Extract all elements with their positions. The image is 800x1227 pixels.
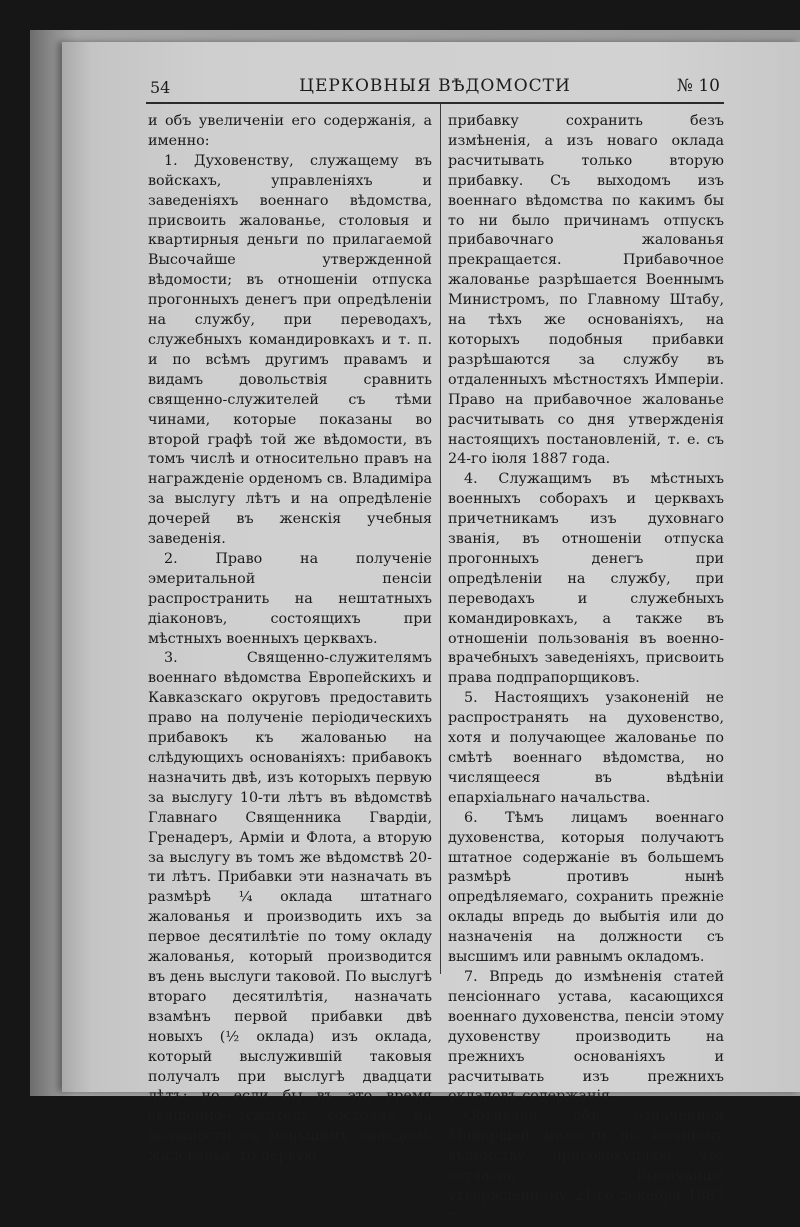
paragraph-point-6: 6. Тѣмъ лицамъ военнаго духовенства, которыя получаютъ штатное содержаніе въ большемъ размѣрѣ противъ нынѣ опредѣляемаго, сохранить прежніе оклады впредь до выбытія или до назначенія на должности съ высшимъ или равнымъ окладомъ. — [448, 809, 724, 966]
paragraph-point-1: 1. Духовенству, служащему въ войскахъ, управленіяхъ и заведеніяхъ военнаго вѣдомства, присвоить жалованье, столовыя и квартирныя деньги по прилагаемой Высочайше утвержденной вѣдомости; въ отношеніи отпуска прогонныхъ денегъ при опредѣленіи на службу, при переводахъ, служебныхъ командировкахъ и т. п. и по всѣмъ другимъ правамъ и видамъ довольствія сравнить священно-служителей съ тѣми чинами, которые показаны во второй графѣ той же вѣдомости, въ томъ числѣ и относительно правъ на награжденіе орденомъ св. Владиміра за выслугу лѣтъ и на опредѣленіе дочерей въ женскія учебныя заведенія. — [148, 152, 432, 548]
paragraph-point-3: 3. Священно-служителямъ военнаго вѣдомства Европейскихъ и Кавказскаго округовъ предоставить право на полученіе періодическихъ прибавокъ къ жалованью на слѣдующихъ основаніяхъ: прибавокъ назначить двѣ, изъ которыхъ первую за выслугу 10-ти лѣтъ въ вѣдомствѣ Главнаго Священника Гвардіи, Гренадеръ, Арміи и Флота, а вторую за выслугу въ томъ же вѣдомствѣ 20-ти лѣтъ. Прибавки эти назначать въ размѣрѣ ¼ оклада штатнаго жалованья и производить ихъ за первое десятилѣтіе по тому окладу жалованья, который производится въ день выслуги таковой. По выслугѣ втораго десятилѣтія, назначать взамѣнъ первой прибавки двѣ новыхъ (½ оклада) изъ оклада, который выслужившій таковыя получалъ при выслугѣ двадцати лѣтъ; но если бы въ это время священно-служитель состоялъ на должности съ меньшимъ окладомъ жалованья, то первую — [148, 650, 432, 1165]
right-column — [448, 112, 724, 1227]
issue-number: № 10 — [676, 76, 720, 96]
paragraph-point-5: 5. Настоящихъ узаконеній не распространять на духовенство, хотя и получающее жалованье по смѣтѣ военнаго вѣдомства, но числящееся въ вѣдѣніи епархіальнаго начальства. — [448, 690, 724, 806]
page-header — [150, 76, 720, 100]
journal-title: ЦЕРКОВНЫЯ ВѢДОМОСТИ — [299, 76, 571, 96]
paragraph-point-3-continued: прибавку сохранить безъ измѣненія, а изъ новаго оклада расчитывать только вторую прибавку. Съ выходомъ изъ военнаго вѣдомства по какимъ бы то ни было причинамъ отпускъ прибавочнаго жалованья прекращается. Прибавочное жалованье разрѣшается Военнымъ Министромъ, по Главному Штабу, на тѣхъ же основаніяхъ, на которыхъ подобныя прибавки разрѣшаются за службу въ отдаленныхъ мѣстностяхъ Имперіи. Право на прибавочное жалованье расчитывать со дня утвержденія настоящихъ постановленій, т. е. съ 24-го іюля 1887 года. — [448, 113, 724, 468]
paragraph-closing: Объявляя объ означенной Монаршей милости по военному вѣдомству, присовокупляю, что согласно Высочайше утвержденному 21-го декабря 1887 г. — [448, 1108, 724, 1224]
paragraph-point-2: 2. Право на полученіе эмеритальной пенсіи распространить на нештатныхъ діаконовъ, состоящихъ при мѣстныхъ военныхъ церквахъ. — [148, 550, 432, 647]
paragraph-point-4: 4. Служащимъ въ мѣстныхъ военныхъ соборахъ и церквахъ причетникамъ изъ духовнаго званія, въ отношеніи отпуска прогонныхъ денегъ при опредѣленіи на службу, при переводахъ и служебныхъ командировкахъ, а также въ отношеніи пользованія въ военно-врачебныхъ заведеніяхъ, присвоить права подпрапорщиковъ. — [448, 471, 724, 687]
page-number: 54 — [150, 78, 171, 97]
paragraph-point-7: 7. Впредь до измѣненія статей пенсіоннаго устава, касающихся военнаго духовенства, пенсіи этому духовенству производить на прежнихъ основаніяхъ и расчитывать изъ прежнихъ окладовъ содержанія. — [448, 968, 724, 1105]
paragraph-intro: и объ увеличеніи его содержанія, а именно: — [148, 113, 432, 149]
header-rule — [146, 102, 724, 104]
column-divider — [440, 104, 441, 974]
left-column — [148, 112, 432, 1167]
